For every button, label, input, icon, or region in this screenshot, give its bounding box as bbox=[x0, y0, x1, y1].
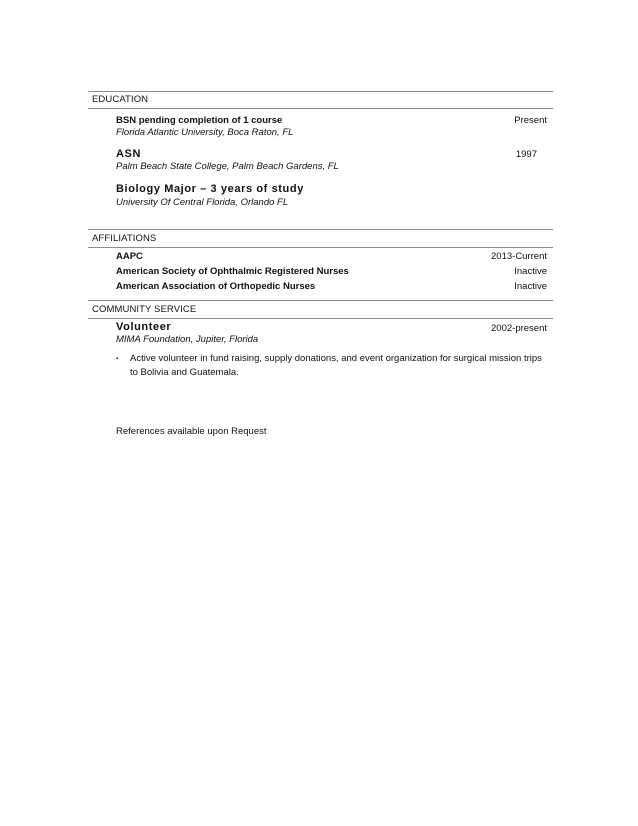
institution: Florida Atlantic University, Boca Raton, FL bbox=[116, 126, 294, 138]
affiliation-row bbox=[88, 249, 553, 264]
volunteer-role: Volunteer bbox=[116, 320, 172, 333]
affiliation-name: American Association of Orthopedic Nurses bbox=[116, 280, 316, 292]
degree-date: 1997 bbox=[515, 148, 537, 160]
volunteer-organization: MIMA Foundation, Jupiter, Florida bbox=[116, 334, 259, 346]
education-top-rule bbox=[88, 91, 553, 92]
affiliations-heading: AFFILIATIONS bbox=[92, 232, 157, 244]
education-entry-asn bbox=[88, 148, 553, 174]
degree-title: ASN bbox=[116, 147, 142, 160]
institution: University Of Central Florida, Orlando FL bbox=[116, 197, 289, 208]
affiliation-status: Inactive bbox=[514, 265, 547, 277]
education-heading: EDUCATION bbox=[92, 94, 149, 105]
volunteer-description: Active volunteer in fund raising, supply donations, and event organization for surgical mission trips to Bolivia and Guatemala. bbox=[130, 353, 542, 379]
degree-title: BSN pending completion of 1 course bbox=[116, 114, 283, 126]
volunteer-bullet bbox=[88, 352, 553, 380]
degree-date: Present bbox=[514, 114, 547, 126]
degree-title: Biology Major – 3 years of study bbox=[116, 183, 304, 196]
community-heading: COMMUNITY SERVICE bbox=[92, 303, 197, 315]
institution: Palm Beach State College, Palm Beach Gardens, FL bbox=[116, 161, 339, 173]
affiliations-top-rule bbox=[88, 229, 553, 230]
bullet-icon: ▪ bbox=[116, 356, 119, 363]
affiliation-status: Inactive bbox=[514, 280, 547, 292]
resume-page bbox=[88, 0, 553, 438]
education-entry-bsn bbox=[88, 115, 553, 139]
education-heading-rule bbox=[88, 108, 553, 109]
affiliation-row bbox=[88, 279, 553, 294]
references-note: References available upon Request bbox=[116, 425, 267, 437]
education-entry-biology bbox=[88, 183, 553, 209]
affiliation-name: AAPC bbox=[116, 250, 143, 262]
affiliations-heading-rule bbox=[88, 247, 553, 248]
volunteer-date: 2002-present bbox=[491, 322, 547, 334]
community-heading-rule bbox=[88, 318, 553, 319]
affiliations-list bbox=[88, 249, 553, 294]
community-top-rule bbox=[88, 300, 553, 301]
affiliation-name: American Society of Ophthalmic Registered Nurses bbox=[116, 265, 349, 277]
affiliation-row bbox=[88, 264, 553, 279]
volunteer-entry bbox=[88, 321, 553, 347]
affiliation-status: 2013-Current bbox=[491, 250, 547, 262]
